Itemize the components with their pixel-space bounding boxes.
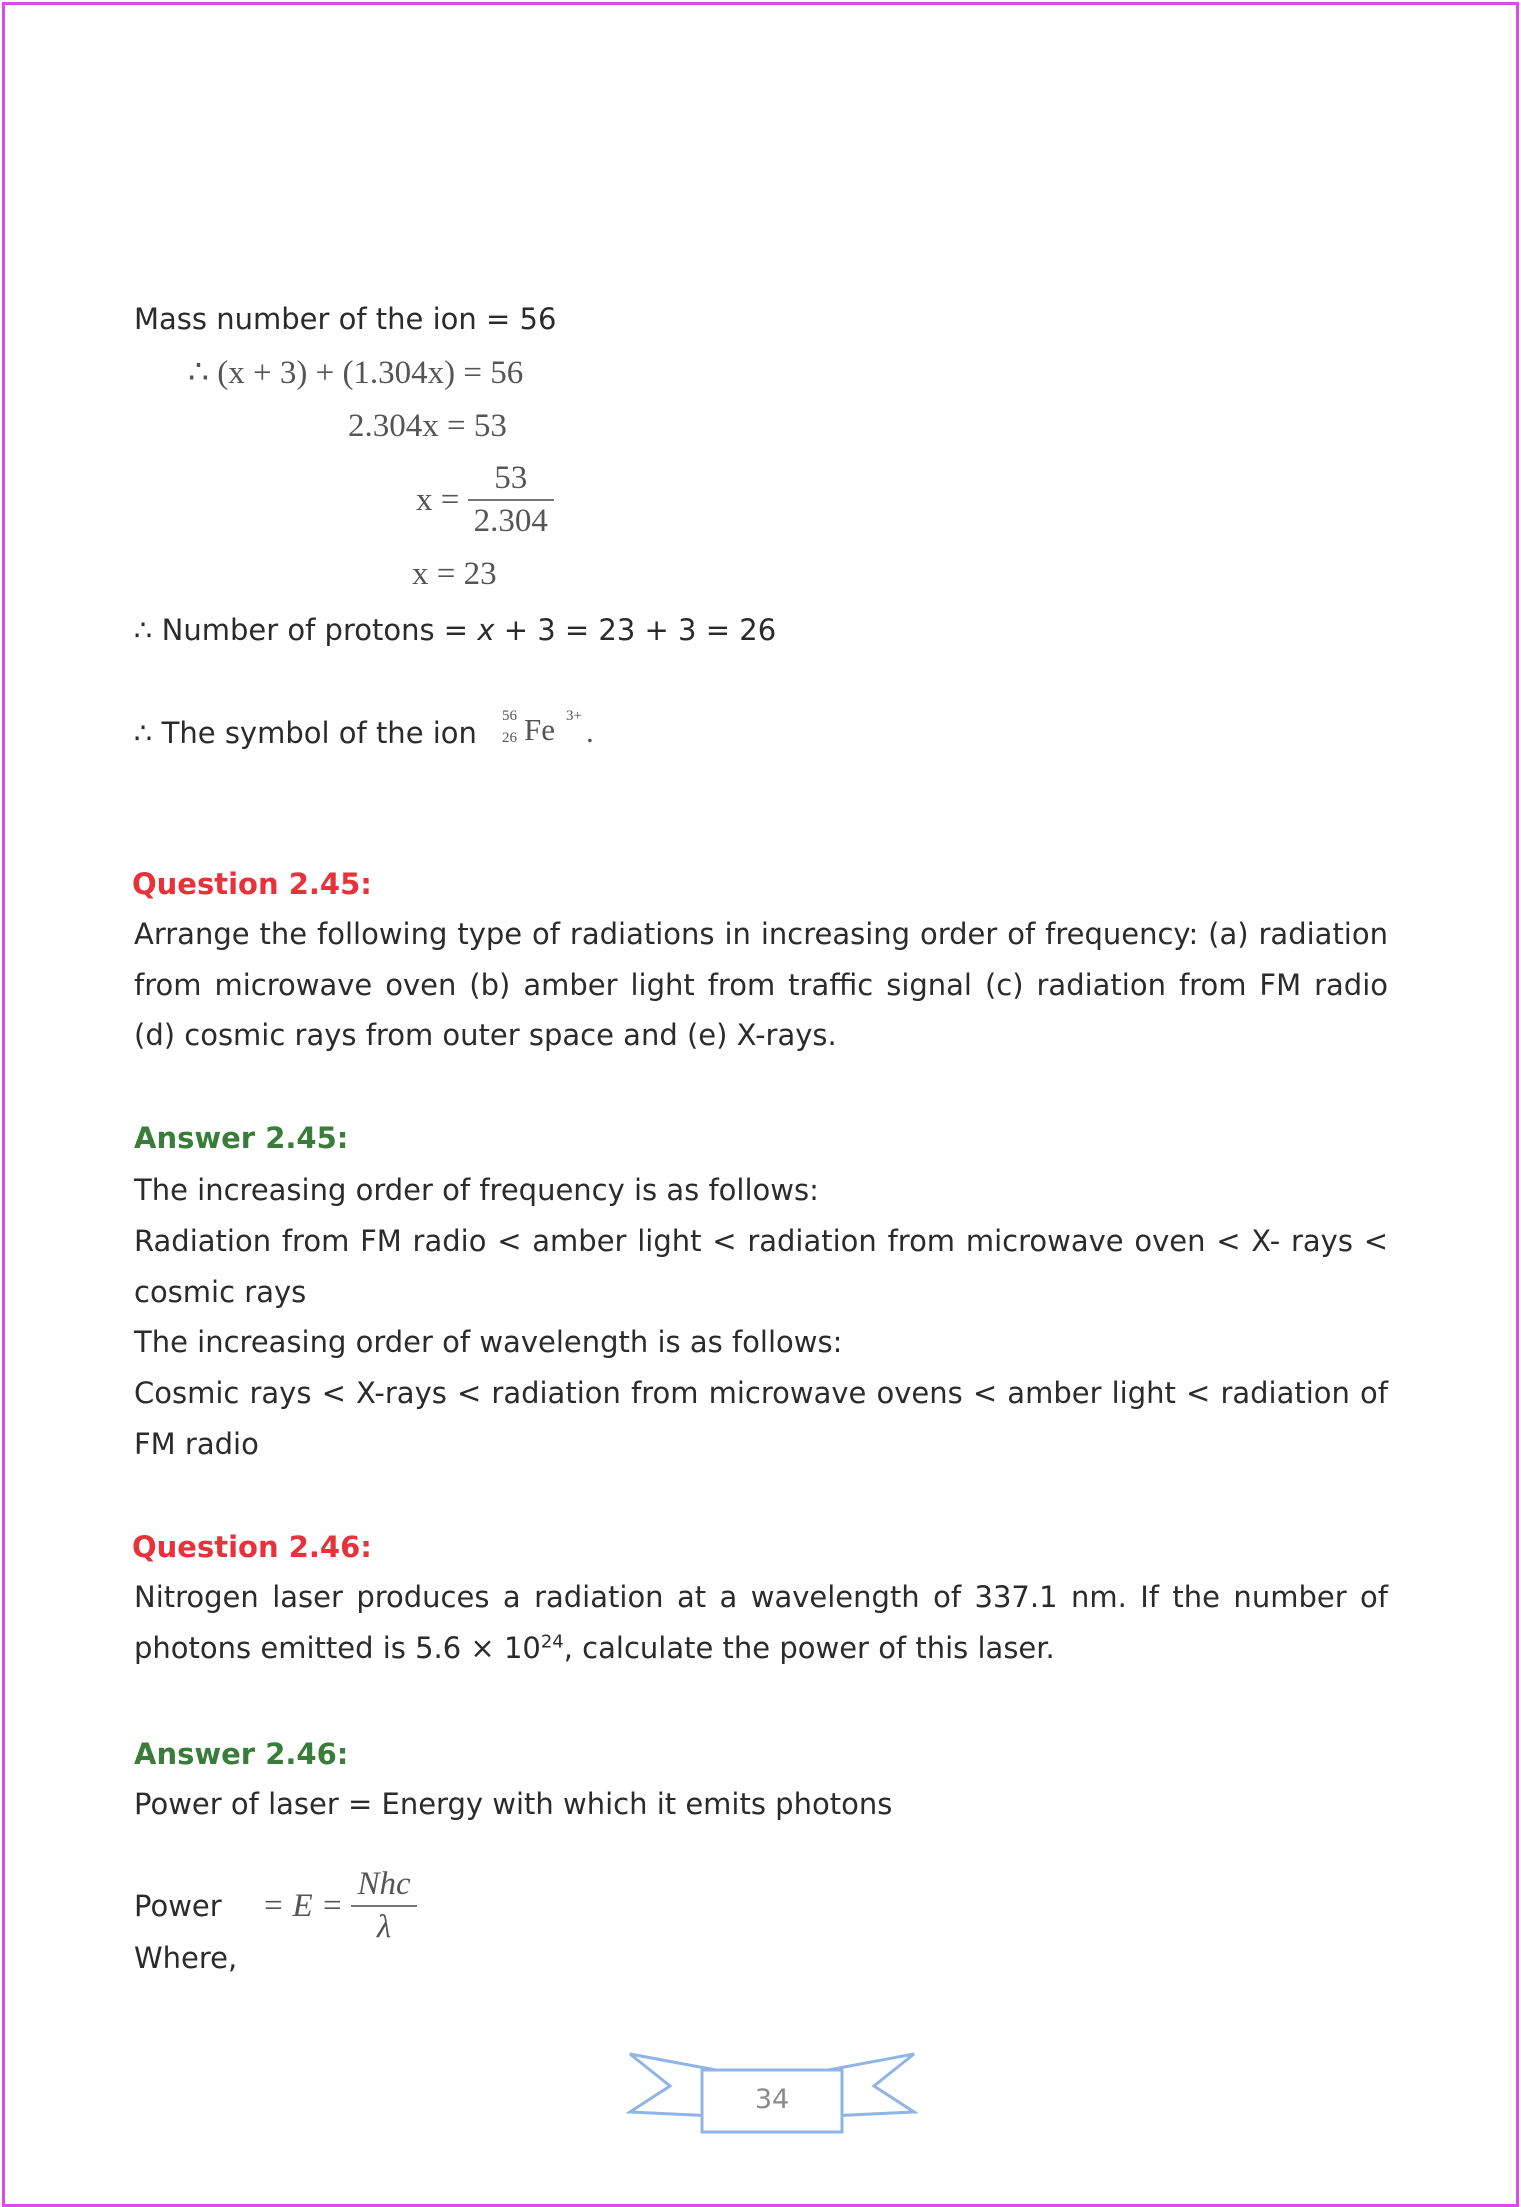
protons-line — [134, 605, 776, 656]
answer-2-45-heading: Answer 2.45: — [134, 1121, 349, 1155]
question-2-45-text: Arrange the following type of radiations in increasing order of frequency: (a) radiation from microwave oven (b) amber light from traffic signal (c) radiation from FM radio (d) cosmic rays from outer space and (e) X-rays. — [134, 917, 1388, 1052]
protons-variable: x — [477, 613, 495, 647]
ion-element: Fe — [524, 712, 555, 747]
power-equation — [262, 1866, 417, 1946]
equation-2: 2.304x = 53 — [348, 408, 507, 444]
ion-period: . — [586, 714, 594, 749]
equation-3 — [416, 460, 554, 540]
question-2-45-heading: Question 2.45: — [132, 867, 372, 901]
answer-2-45-line-4: Cosmic rays < X-rays < radiation from microwave ovens < amber light < radiation of FM radio — [134, 1376, 1388, 1461]
equation-3-fraction — [468, 460, 554, 540]
power-fraction-numerator: Nhc — [351, 1866, 416, 1907]
page-number: 34 — [754, 2084, 790, 2115]
power-label: Power — [134, 1889, 222, 1923]
question-2-46-text — [134, 1572, 1388, 1673]
where-label: Where, — [134, 1941, 238, 1975]
answer-2-45-line-1: The increasing order of frequency is as follows: — [134, 1173, 819, 1207]
power-fraction-denominator: λ — [376, 1909, 392, 1945]
ion-charge: 3+ — [566, 708, 582, 724]
question-2-46-heading: Question 2.46: — [132, 1530, 372, 1564]
answer-2-45-line-3: The increasing order of wavelength is as follows: — [134, 1325, 843, 1359]
answer-2-46-line-1: Power of laser = Energy with which it emits photons — [134, 1787, 893, 1821]
equation-3-denominator: 2.304 — [473, 503, 548, 539]
equation-1: ∴ (x + 3) + (1.304x) = 56 — [188, 355, 524, 391]
equation-3-numerator: 53 — [468, 460, 554, 501]
protons-rest: + 3 = 23 + 3 = 26 — [494, 613, 777, 647]
equation-4: x = 23 — [412, 556, 497, 592]
symbol-prefix: ∴ The symbol of the ion — [134, 716, 477, 750]
symbol-line — [134, 708, 477, 759]
equation-3-lhs: x = — [416, 481, 460, 518]
ion-atomic-number: 26 — [502, 730, 517, 746]
protons-prefix: ∴ Number of protons = — [134, 613, 478, 647]
question-2-46-text-end: , calculate the power of this laser. — [563, 1630, 1055, 1665]
power-fraction — [351, 1866, 416, 1946]
question-2-46-exponent: 24 — [540, 1630, 564, 1652]
answer-2-45-line-2: Radiation from FM radio < amber light < radiation from microwave oven < X- rays < cosmic rays — [134, 1224, 1388, 1309]
ion-symbol — [502, 708, 594, 752]
answer-2-46-heading: Answer 2.46: — [134, 1737, 349, 1771]
power-equation-lhs: = E = — [262, 1887, 344, 1924]
question-2-46-text-start: Nitrogen laser produces a radiation at a wavelength of 337.1 nm. If the number of photons emitted is 5.6 × 10 — [134, 1580, 1388, 1665]
mass-number-line: Mass number of the ion = 56 — [134, 302, 557, 336]
ion-mass-number: 56 — [502, 708, 517, 724]
ion-symbol-notation — [502, 708, 594, 752]
